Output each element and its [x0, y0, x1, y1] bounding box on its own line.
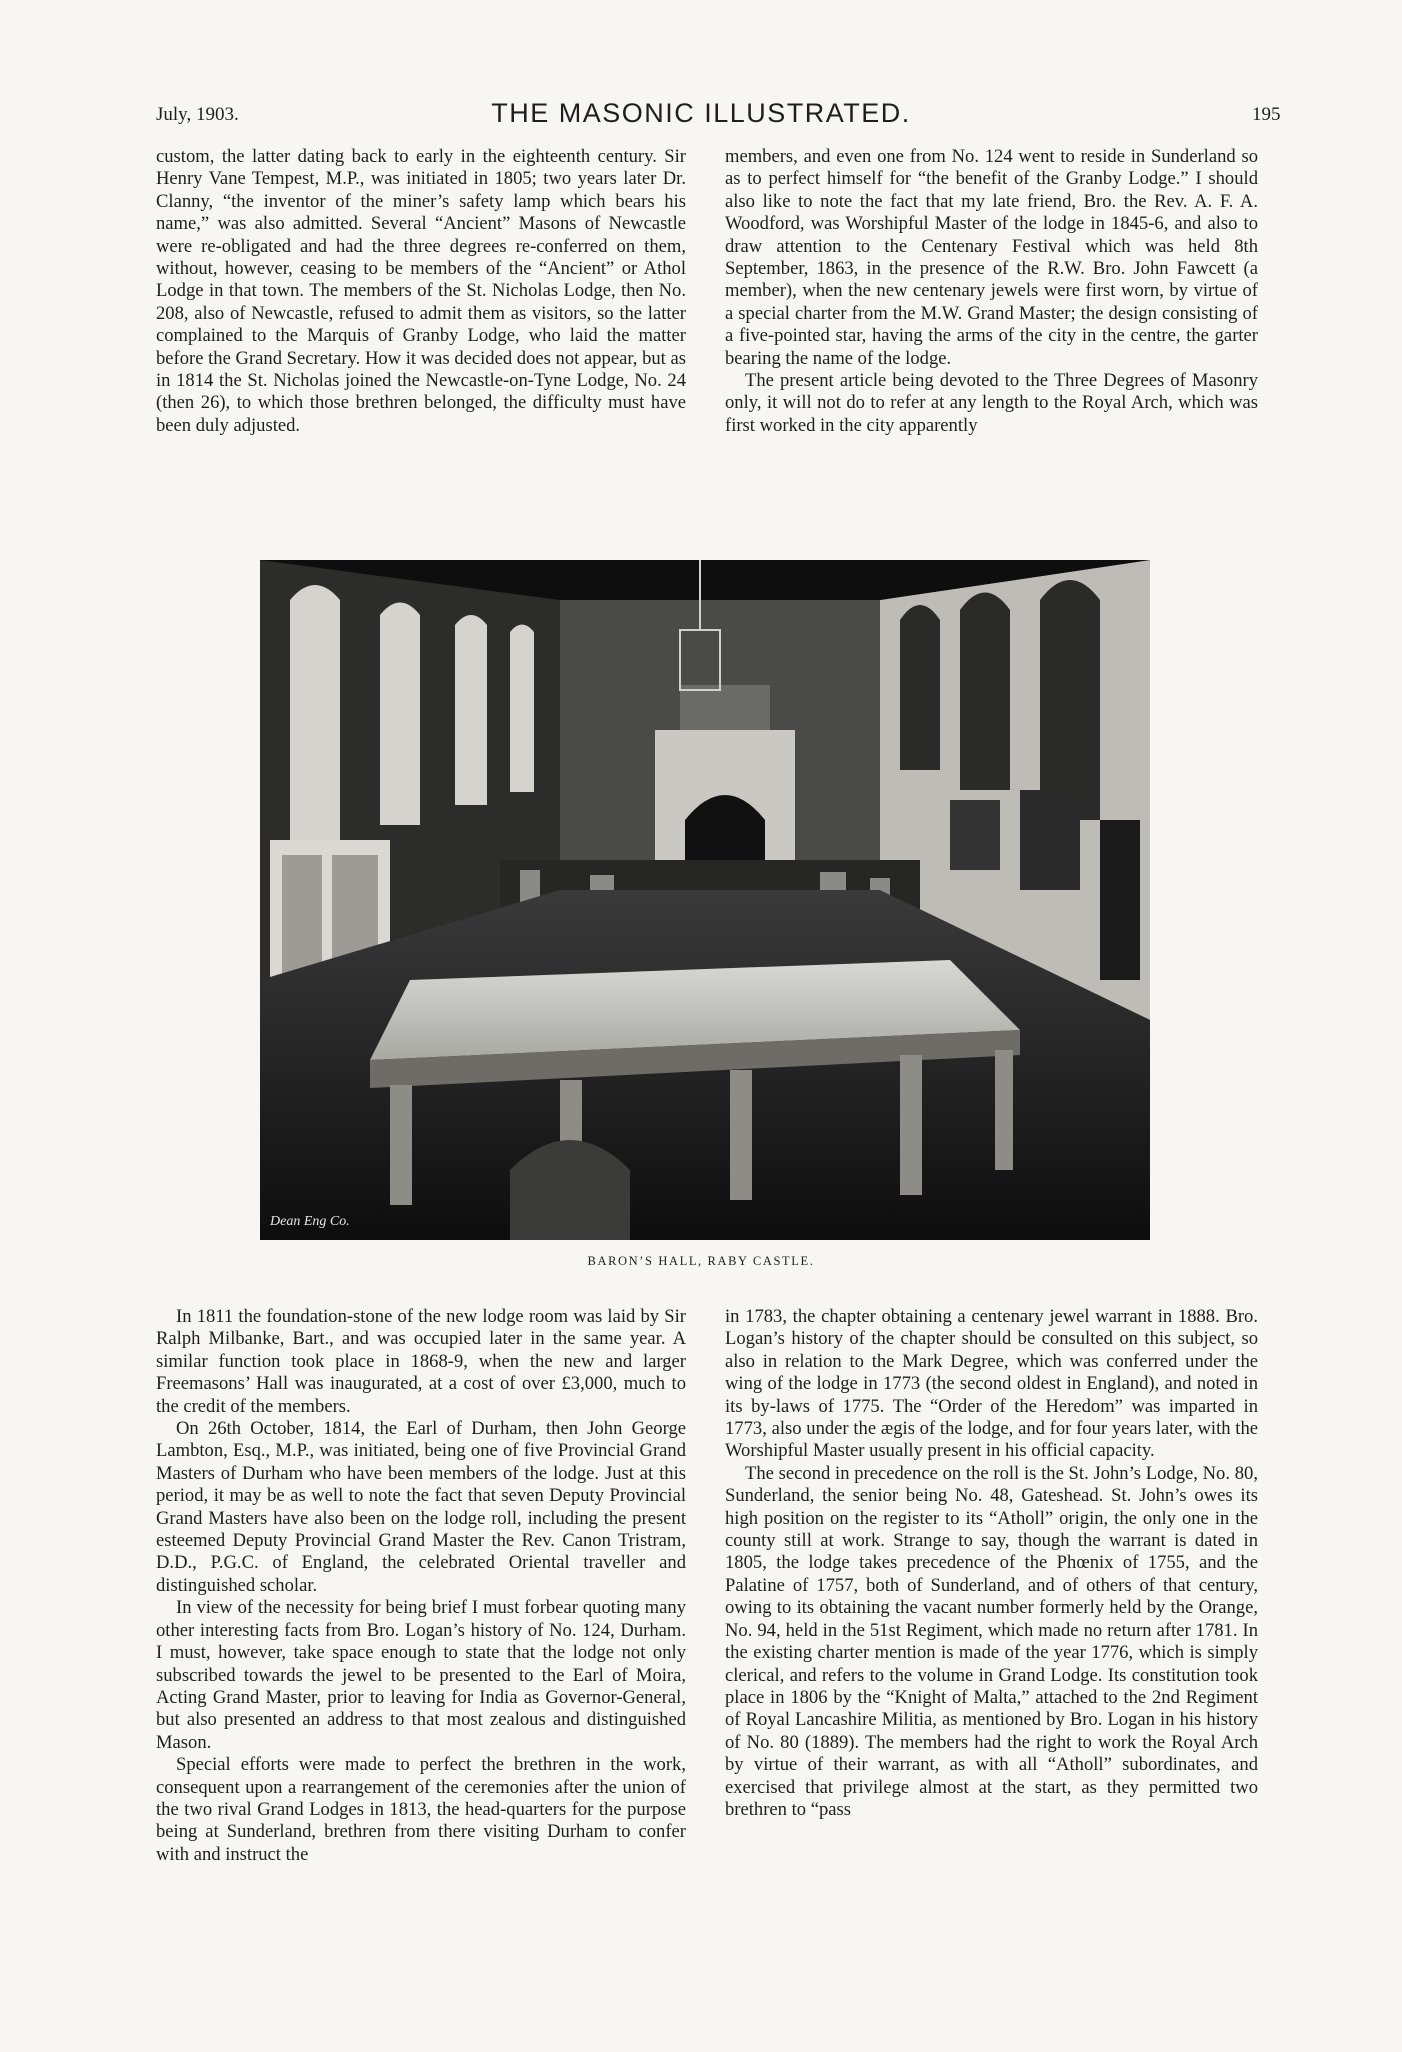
paragraph: In view of the necessity for being brief I must forbear quoting many other interesting facts from Bro. Logan’s history of No. 124, Durham. I must, however, take space enough to state that the lodge not only subscribed towards the jewel to be presented to the Earl of Moira, Acting Grand Master, prior to leaving for India as Governor-General, but also presented an address to that most zealous and distinguished Mason.: [156, 1597, 686, 1753]
paragraph: In 1811 the foundation-stone of the new lodge room was laid by Sir Ralph Milbanke, Bart., and was occupied later in the same year. A similar function took place in 1868-9, when the new and larger Freemasons’ Hall was inaugurated, at a cost of over £3,000, much to the credit of the members.: [156, 1306, 686, 1417]
photo-caption: BARON’S HALL, RABY CASTLE.: [587, 1254, 815, 1268]
photograph-barons-hall: [260, 560, 1150, 1240]
hall-interior-illustration: [260, 560, 1150, 1240]
column-bottom-right: [725, 1306, 1258, 1821]
column-top-left: [156, 146, 686, 437]
page-number: 195: [1252, 104, 1281, 125]
paragraph: members, and even one from No. 124 went to reside in Sunderland so as to perfect himself for “the benefit of the Granby Lodge.” I should also like to note the fact that my late friend, Bro. the Rev. A. F. A. Woodford, was Worshipful Master of the lodge in 1845-6, and also to draw attention to the Centenary Festival which was held 8th September, 1863, in the presence of the R.W. Bro. John Fawcett (a member), when the new centenary jewels were first worn, by virtue of a special charter from the M.W. Grand Master; the design consisting of a five-pointed star, having the arms of the city in the centre, the garter bearing the name of the lodge.: [725, 146, 1258, 369]
paragraph: custom, the latter dating back to early in the eighteenth century. Sir Henry Vane Tempest, M.P., was initiated in 1805; two years later Dr. Clanny, “the inventor of the miner’s safety lamp which bears his name,” was also admitted. Several “Ancient” Masons of Newcastle were re-obligated and had the three degrees re-conferred on them, without, however, ceasing to be members of the “Ancient” or Athol Lodge in that town. The members of the St. Nicholas Lodge, then No. 208, also of Newcastle, refused to admit them as visitors, so the latter complained to the Marquis of Granby Lodge, who laid the matter before the Grand Secretary. How it was decided does not appear, but as in 1814 the St. Nicholas joined the Newcastle-on-Tyne Lodge, No. 24 (then 26), to which those brethren belonged, the difficulty must have been duly adjusted.: [156, 146, 686, 436]
column-bottom-left: [156, 1306, 686, 1866]
engraver-mark: Dean Eng Co.: [270, 1214, 350, 1229]
issue-date: July, 1903.: [156, 104, 239, 125]
page-header: [0, 0, 1402, 140]
publication-title: THE MASONIC ILLUSTRATED.: [491, 98, 911, 128]
paragraph: On 26th October, 1814, the Earl of Durham, then John George Lambton, Esq., M.P., was initiated, being one of five Provincial Grand Masters of Durham who have been members of the lodge. Just at this period, it may be as well to note the fact that seven Deputy Provincial Grand Masters have also been on the lodge roll, including the present esteemed Deputy Provincial Grand Master the Rev. Canon Tristram, D.D., P.G.C. of England, the celebrated Oriental traveller and distinguished scholar.: [156, 1418, 686, 1596]
paragraph: The present article being devoted to the Three Degrees of Masonry only, it will not do to refer at any length to the Royal Arch, which was first worked in the city apparently: [725, 370, 1258, 436]
paragraph: Special efforts were made to perfect the brethren in the work, consequent upon a rearrangement of the ceremonies after the union of the two rival Grand Lodges in 1813, the head-quarters for the purpose being at Sunderland, brethren from there visiting Durham to confer with and instruct the: [156, 1754, 686, 1865]
paragraph: in 1783, the chapter obtaining a centenary jewel warrant in 1888. Bro. Logan’s history of the chapter should be consulted on this subject, so also in relation to the Mark Degree, which was conferred under the wing of the lodge in 1773 (the second oldest in England), and noted in its by-laws of 1775. The “Order of the Heredom” was imparted in 1773, also under the ægis of the lodge, and for four years later, with the Worshipful Master usually present in his official capacity.: [725, 1306, 1258, 1462]
column-top-right: [725, 146, 1258, 437]
paragraph: The second in precedence on the roll is the St. John’s Lodge, No. 80, Sunderland, the senior being No. 48, Gateshead. St. John’s owes its high position on the register to its “Atholl” origin, the only one in the county still at work. Strange to say, though the warrant is dated in 1805, the lodge takes precedence of the Phœnix of 1755, and the Palatine of 1757, both of Sunderland, and of others of that century, owing to its obtaining the vacant number formerly held by the Orange, No. 94, held in the 51st Regiment, which made no return after 1781. In the existing charter mention is made of the year 1776, which is simply clerical, and refers to the volume in Grand Lodge. Its constitution took place in 1806 by the “Knight of Malta,” attached to the 2nd Regiment of Royal Lancashire Militia, as mentioned by Bro. Logan in his history of No. 80 (1889). The members had the right to work the Royal Arch by virtue of their warrant, as with all “Atholl” subordinates, and exercised that privilege almost at the start, as they permitted two brethren to “pass: [725, 1462, 1258, 1820]
